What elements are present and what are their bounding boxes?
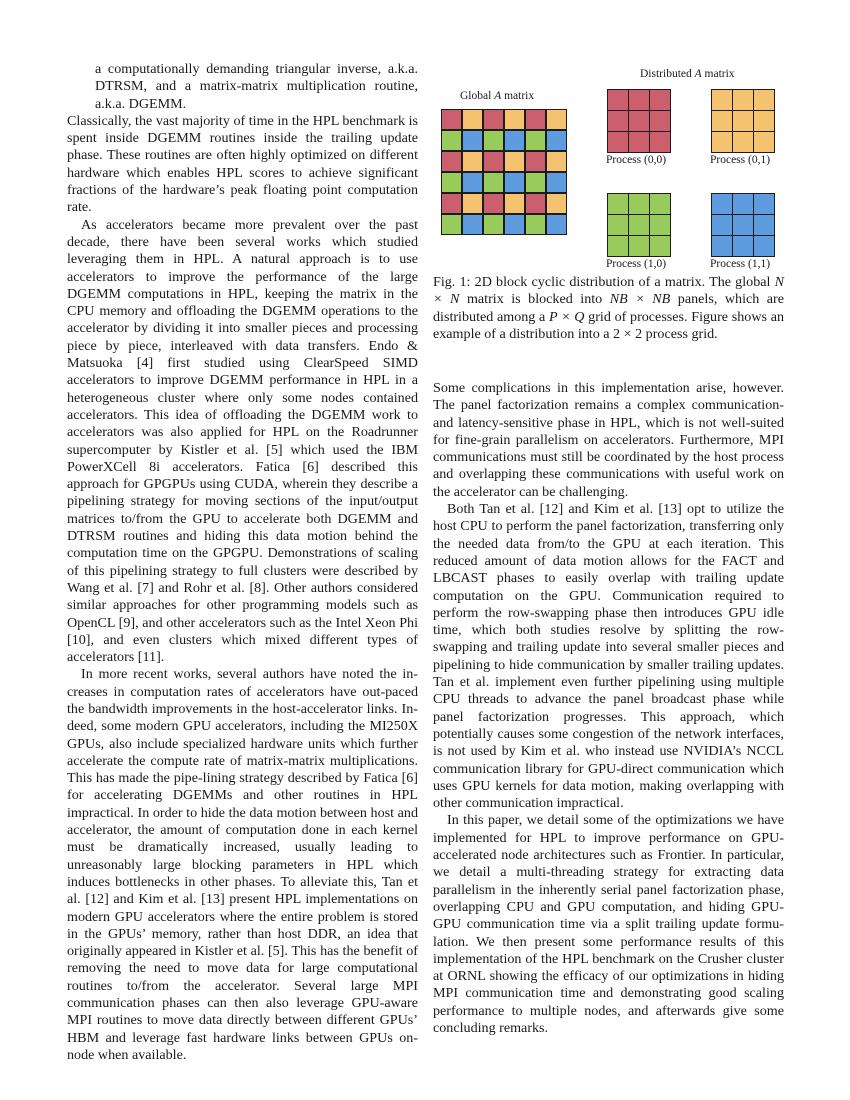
matrix-block bbox=[442, 173, 461, 192]
matrix-block bbox=[505, 173, 524, 192]
matrix-block bbox=[484, 152, 503, 171]
matrix-block bbox=[712, 236, 732, 256]
matrix-block bbox=[442, 215, 461, 234]
caption-text: matrix is blocked into bbox=[459, 291, 610, 308]
matrix-block bbox=[733, 132, 753, 152]
matrix-block bbox=[505, 110, 524, 129]
paragraph: In this paper, we detail some of the optimizations we have implemented for HPL to improve performance on GPU-accelerated node architectures such as Frontier. In particular, we detail a multi-threading strategy for extracting data parallelism in the inherently serial panel factorization phase, overlapping CPU and GPU computation, and hiding GPU-GPU communication time via a split trailing update formulation. We then present some performance results of this implementation of the HPL benchmark on the Crusher cluster at ORNL showing the efficacy of our optimizations in hiding MPI communication time and demonstrating good scaling performance to multiple nodes, and afterwards give some concluding remarks. bbox=[433, 812, 784, 1036]
process-grid-0-1 bbox=[711, 89, 775, 153]
title-var: A bbox=[494, 90, 502, 102]
matrix-block bbox=[463, 131, 482, 150]
matrix-block bbox=[505, 194, 524, 213]
matrix-block bbox=[526, 110, 545, 129]
caption-text: grid of processes. Figure shows an example of a distribution into a bbox=[433, 308, 784, 342]
matrix-block bbox=[712, 90, 732, 110]
matrix-block bbox=[733, 215, 753, 235]
title-text: matrix bbox=[501, 90, 535, 102]
matrix-block bbox=[547, 131, 566, 150]
matrix-block bbox=[547, 215, 566, 234]
matrix-block bbox=[463, 110, 482, 129]
right-column bbox=[433, 380, 784, 1037]
matrix-block bbox=[629, 111, 649, 131]
matrix-block bbox=[754, 194, 774, 214]
matrix-block bbox=[608, 215, 628, 235]
title-text: Distributed bbox=[640, 68, 695, 80]
paragraph: Classically, the vast majority of time in the HPL benchmark is spent inside DGEMM routines inside the trailing update phase. These routines are often highly optimized on different hardware which enables HPL scores to achieve significant fractions of the hardware’s peak floating point computation rate. bbox=[67, 112, 418, 216]
matrix-block bbox=[650, 215, 670, 235]
process-label: Process (0,1) bbox=[710, 154, 771, 166]
matrix-block bbox=[733, 236, 753, 256]
paragraph: Some complications in this implementation arise, however. The panel factorization remains a complex communication- and latency-sensitive phase in HPL, which is not well-suited for fine-grain parallelism on accelerators. Furthermore, MPI communications must still be coordinated by the host process and overlapping these communications with useful work on the accelerator can be challenging. bbox=[433, 380, 784, 500]
left-column bbox=[67, 61, 418, 1064]
paragraph: Both Tan et al. [12] and Kim et al. [13] opt to utilize the host CPU to perform the panel factorization, transferring only the needed data from/to the GPU at each iteration. This reduced amount of data motion allows for the FACT and LBCAST phases to easily overlap with trailing update computation on the GPU. Communication required to perform the row-swapping phase then introduces GPU idle time, which both studies resolve by splitting the row-swapping and trailing update into several smaller pieces and pipelining to hide communication by smaller trailing updates. Tan et al. implement even further pipelining using multiple CPU threads to advance the panel broadcast phase while panel factorization progresses. This approach, which potentially causes some congestion of the network interfaces, is not used by Kim et al. who instead use NVIDIA’s NCCL communication library for GPU-direct communication which uses GPU kernels for data motion, making overlapping with other communication impractical. bbox=[433, 501, 784, 812]
process-grid-1-0 bbox=[607, 193, 671, 257]
caption-math: NB × NB bbox=[609, 291, 671, 308]
caption-math: 2 × 2 bbox=[613, 325, 643, 342]
caption-text: process grid. bbox=[642, 325, 718, 342]
matrix-block bbox=[629, 215, 649, 235]
distributed-matrix-title bbox=[640, 68, 735, 80]
title-text: matrix bbox=[701, 68, 735, 80]
paragraph: As accelerators became more prevalent over the past decade, there have been several works which studied leveraging them in HPL. A natural approach is to use accelerators to improve the performance of the large DGEMM computations in HPL, keeping the matrix in the CPU memory and offloading the DGEMM operations to the accelerator by dividing it into smaller pieces and processing piece by piece, interleaved with data transfers. Endo & Matsuoka [4] first studied using ClearSpeed SIMD accelerators to improve DGEMM performance in HPL in a heterogeneous cluster where only some nodes contained accelerators. This idea of offloading the DGEMM work to accelerators was also applied for HPL on the Roadrunner supercomputer by Kistler et al. [5] which used the IBM PowerXCell 8i accelerators. Fatica [6] described this approach for GPGPUs using CUDA, wherein they describe a pipelining strategy for moving sections of the input/output matrices to/from the GPU to accelerate both DGEMM and DTRSM routines and hiding this data motion behind the computation time on the GPGPU. Demonstrations of scaling of this pipelining strategy to full clusters were described by Wang et al. [7] and Rohr et al. [8]. Other authors considered similar approaches for other programming models such as OpenCL [9], and other accelerators such as the Intel Xeon Phi [10], and even clusters which mixed different types of accelerators [11]. bbox=[67, 216, 418, 666]
caption-text: panels, which are distributed among a bbox=[433, 291, 785, 325]
figure-block-cyclic bbox=[433, 62, 784, 352]
matrix-block bbox=[754, 111, 774, 131]
matrix-block bbox=[505, 131, 524, 150]
matrix-block bbox=[608, 194, 628, 214]
process-label: Process (1,1) bbox=[710, 258, 771, 270]
matrix-block bbox=[505, 152, 524, 171]
matrix-block bbox=[608, 111, 628, 131]
process-grid-0-0 bbox=[607, 89, 671, 153]
matrix-block bbox=[629, 90, 649, 110]
caption-math: P × Q bbox=[549, 308, 585, 325]
matrix-block bbox=[547, 152, 566, 171]
matrix-block bbox=[650, 236, 670, 256]
matrix-block bbox=[650, 90, 670, 110]
matrix-block bbox=[547, 194, 566, 213]
matrix-block bbox=[629, 194, 649, 214]
matrix-block bbox=[526, 215, 545, 234]
title-text: Global bbox=[460, 90, 495, 102]
matrix-block bbox=[463, 215, 482, 234]
matrix-block bbox=[629, 236, 649, 256]
matrix-block bbox=[463, 194, 482, 213]
global-matrix-title bbox=[460, 90, 534, 102]
matrix-block bbox=[547, 173, 566, 192]
matrix-block bbox=[463, 152, 482, 171]
matrix-block bbox=[733, 90, 753, 110]
matrix-block bbox=[484, 110, 503, 129]
matrix-block bbox=[629, 132, 649, 152]
process-grid-1-1 bbox=[711, 193, 775, 257]
matrix-block bbox=[526, 194, 545, 213]
matrix-block bbox=[526, 152, 545, 171]
matrix-block bbox=[484, 173, 503, 192]
matrix-block bbox=[484, 194, 503, 213]
matrix-block bbox=[754, 90, 774, 110]
matrix-block bbox=[650, 111, 670, 131]
matrix-block bbox=[484, 215, 503, 234]
matrix-block bbox=[608, 132, 628, 152]
matrix-block bbox=[712, 194, 732, 214]
title-var: A bbox=[694, 68, 702, 80]
matrix-block bbox=[442, 110, 461, 129]
matrix-block bbox=[484, 131, 503, 150]
matrix-block bbox=[754, 215, 774, 235]
figure-caption bbox=[433, 274, 784, 343]
matrix-block bbox=[442, 194, 461, 213]
matrix-block bbox=[712, 215, 732, 235]
matrix-block bbox=[608, 90, 628, 110]
matrix-block bbox=[754, 236, 774, 256]
matrix-block bbox=[733, 194, 753, 214]
matrix-block bbox=[733, 111, 753, 131]
process-label: Process (0,0) bbox=[606, 154, 667, 166]
matrix-block bbox=[650, 132, 670, 152]
matrix-block bbox=[442, 131, 461, 150]
matrix-block bbox=[712, 132, 732, 152]
caption-math: N × N bbox=[433, 274, 784, 308]
matrix-block bbox=[526, 173, 545, 192]
matrix-block bbox=[608, 236, 628, 256]
matrix-block bbox=[650, 194, 670, 214]
global-matrix-grid bbox=[441, 109, 567, 235]
list-item-continuation: a computationally demanding triangular inverse, a.k.a. DTRSM, and a matrix-matrix multiplication routine, a.k.a. DGEMM. bbox=[95, 61, 418, 112]
matrix-block bbox=[547, 110, 566, 129]
matrix-block bbox=[754, 132, 774, 152]
matrix-block bbox=[442, 152, 461, 171]
caption-label: Fig. 1: bbox=[433, 274, 471, 290]
process-label: Process (1,0) bbox=[606, 258, 667, 270]
paragraph: In more recent works, several authors have noted the increases in computation rates of accelerators have out-paced the bandwidth improvements in the host-accelerator links. Indeed, some modern GPU accelerators, including the MI250X GPUs, also include specialized hardware units which further accelerate the compute rate of matrix-matrix multiplications. This has made the pipe-lining strategy described by Fatica [6] for accelerating DGEMMs and other routines in HPL impractical. In order to hide the data motion between host and accelerator, the amount of computation done in each kernel must be dramatically increased, usually leading to unreasonably large blocking parameters in HPL which induces bottlenecks in other phases. To alleviate this, Tan et al. [12] and Kim et al. [13] present HPL implementations on modern GPU accelerators where the entire problem is stored in the GPUs’ memory, rather than host DDR, an idea that originally appeared in Kistler et al. [5]. This has the benefit of removing the need to move data for large computational routines to/from the accelerator. Several large MPI communication phases can then also leverage GPU-aware MPI routines to move data directly between different GPUs’ HBM and leverage fast hardware links between GPUs on-node when available. bbox=[67, 666, 418, 1063]
matrix-block bbox=[526, 131, 545, 150]
matrix-block bbox=[505, 215, 524, 234]
matrix-block bbox=[712, 111, 732, 131]
matrix-block bbox=[463, 173, 482, 192]
caption-text: 2D block cyclic distribution of a matrix. The global bbox=[470, 274, 775, 290]
